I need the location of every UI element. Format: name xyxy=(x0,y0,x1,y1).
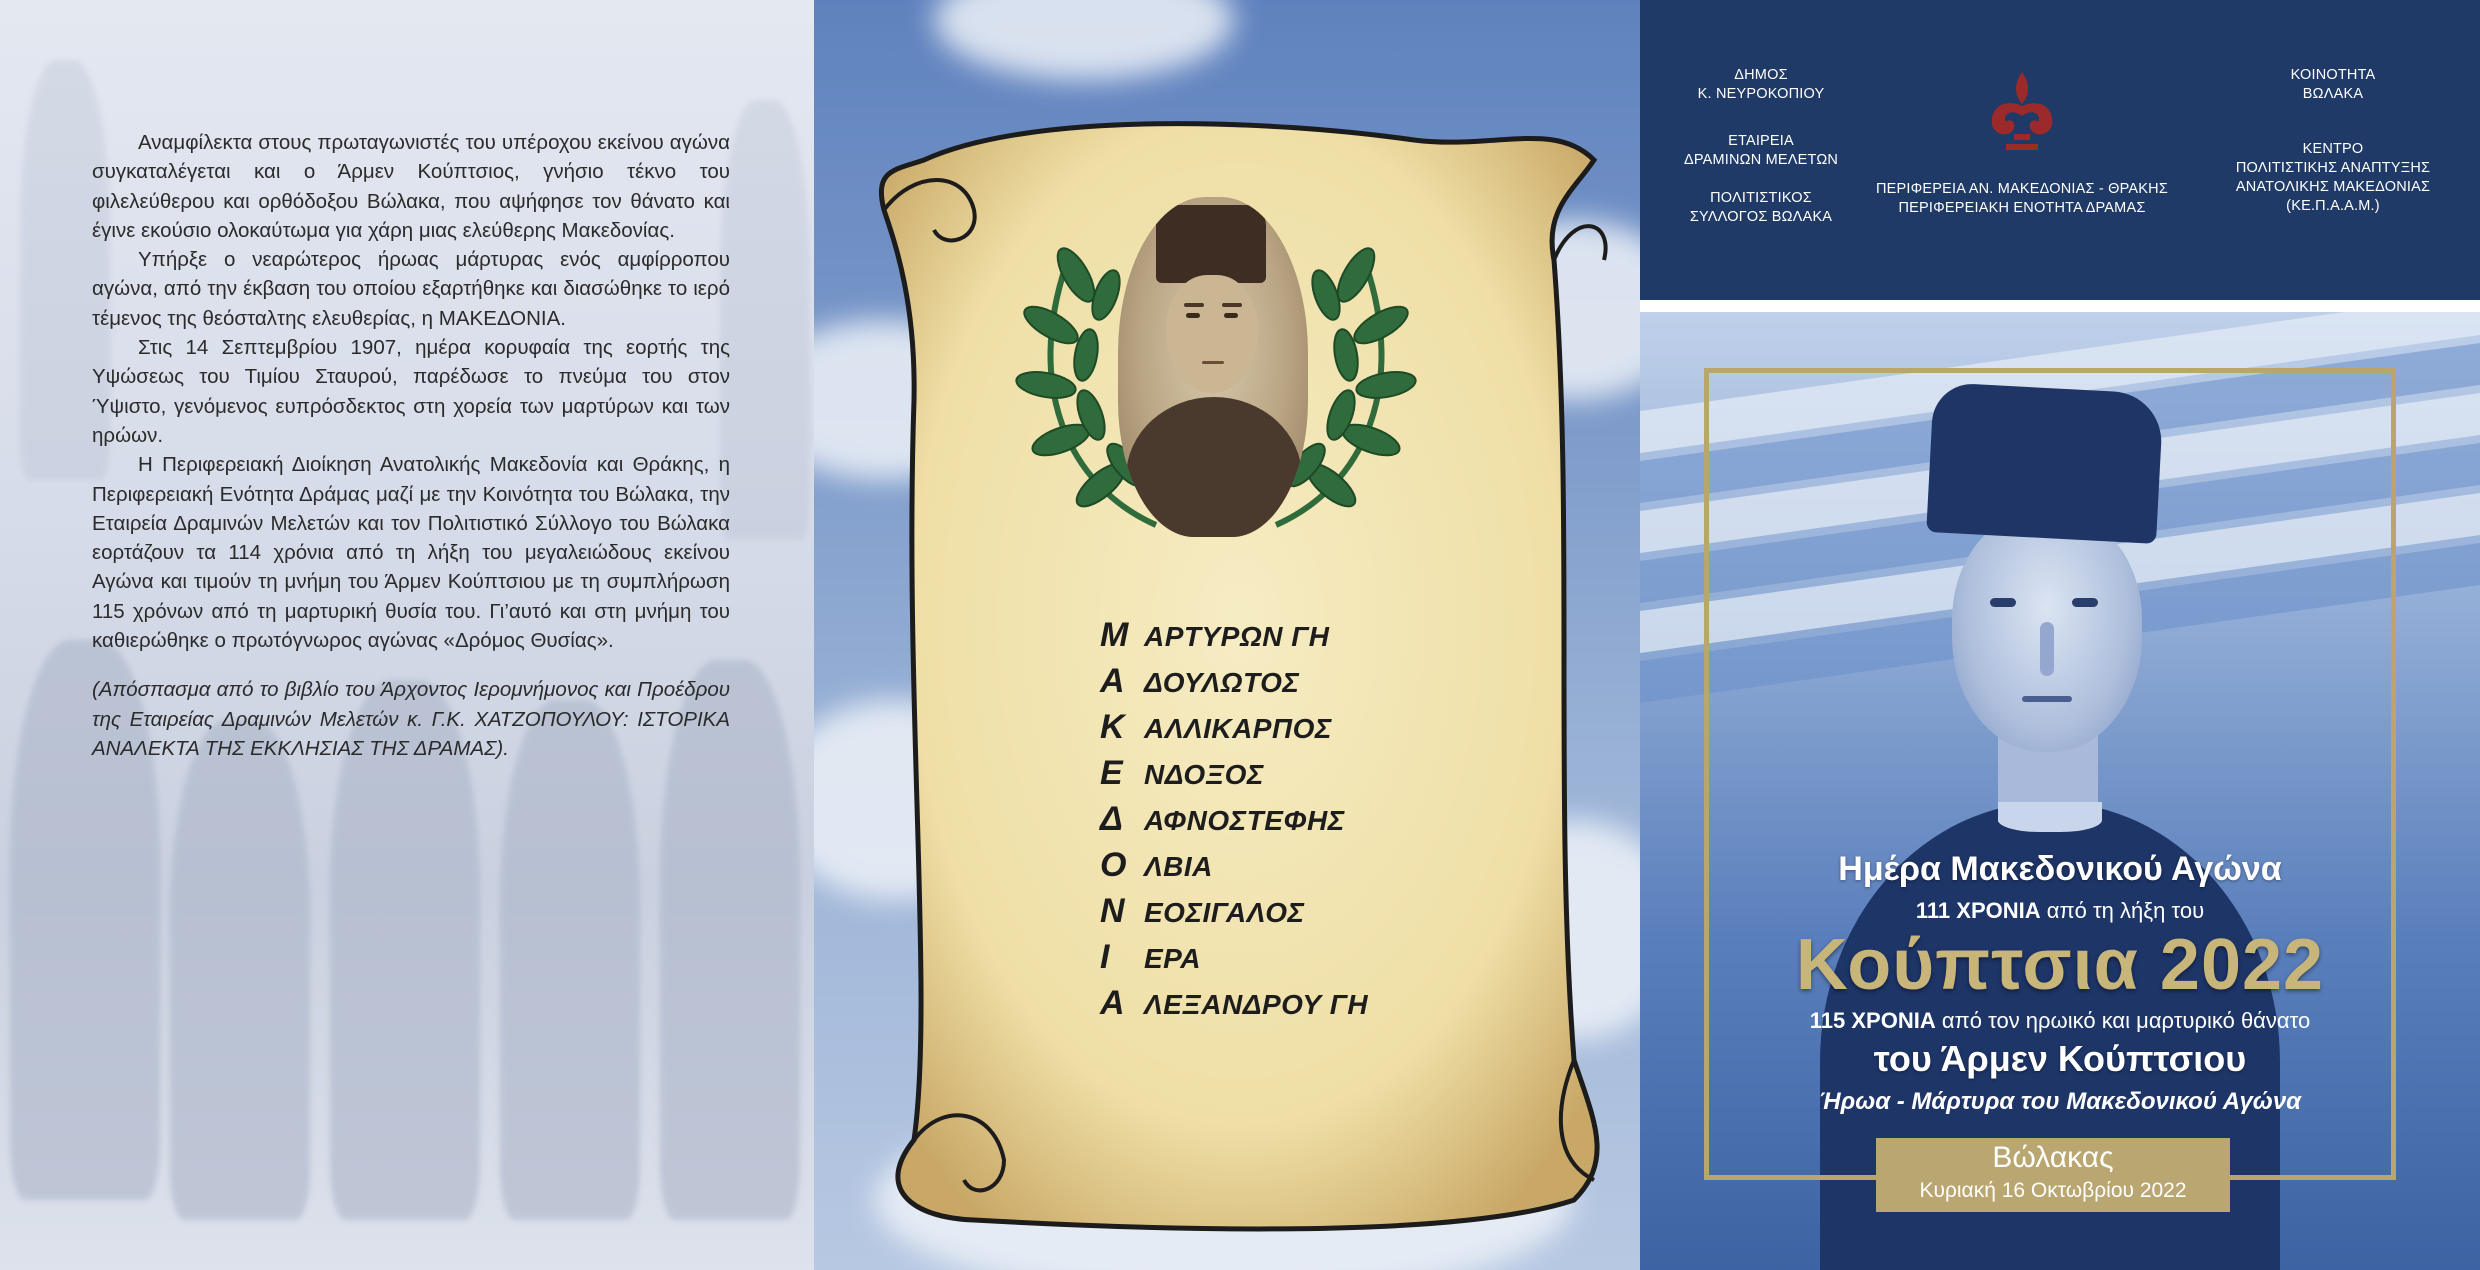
background-soldier-figure xyxy=(170,720,310,1220)
organizer-label: ΚΕΝΤΡΟ xyxy=(2302,141,2364,157)
acrostic-line xyxy=(1100,888,1440,934)
right-panel xyxy=(1640,0,2480,1270)
hero-role: Ήρωα - Μάρτυρα του Μακεδονικού Αγώνα xyxy=(1818,1088,2302,1115)
place-date-box xyxy=(1876,1138,2230,1212)
organizer-community xyxy=(2238,66,2428,104)
organizer-municipality xyxy=(1676,66,1846,104)
acrostic-line xyxy=(1100,980,1440,1026)
acrostic-initial: Ι xyxy=(1100,938,1110,976)
source-citation: (Απόσπασμα από το βιβλίο του Άρχοντος Ιερομνήμονος και Προέδρου της Εταιρείας Δραμινών Μελετών κ. Γ.Κ. ΧΑΤΖΟΠΟΥΛΟΥ: ΙΣΤΟΡΙΚΑ ΑΝΑΛΕΚΤΑ ΤΗΣ ΕΚΚΛΗΣΙΑΣ ΤΗΣ ΔΡΑΜΑΣ). xyxy=(92,678,730,760)
acrostic-word: ΑΛΛΙΚΑΡΠΟΣ xyxy=(1144,713,1332,744)
acrostic-line xyxy=(1100,842,1440,888)
makedonia-acrostic xyxy=(1100,612,1440,1026)
history-paragraph: Στις 14 Σεπτεμβρίου 1907, ημέρα κορυφαία της εορτής της Υψώσεως του Τιμίου Σταυρού, παρέδωσε το πνεύμα του στον Ύψιστο, γενόμενος ευπρόσδεκτος στη χορεία των μαρτύρων και των ηρώων. xyxy=(92,336,730,447)
event-title: Ημέρα Μακεδονικού Αγώνα xyxy=(1838,850,2282,888)
organizer-label: ΠΟΛΙΤΙΣΤΙΚΗΣ ΑΝΑΠΤΥΞΗΣ xyxy=(2235,160,2431,176)
event-date: Κυριακή 16 Οκτωβρίου 2022 xyxy=(1919,1179,2187,1202)
portrait-photo xyxy=(1118,197,1308,537)
acrostic-line xyxy=(1100,704,1440,750)
years-since-death: 115 ΧΡΟΝΙΑ από τον ηρωικό και μαρτυρικό θάνατο xyxy=(1809,1008,2311,1033)
acrostic-initial: Δ xyxy=(1100,800,1123,838)
organizer-label: Κ. ΝΕΥΡΟΚΟΠΙΟΥ xyxy=(1697,86,1825,102)
organizer-label: ΠΕΡΙΦΕΡΕΙΑ ΑΝ. ΜΑΚΕΔΟΝΙΑΣ - ΘΡΑΚΗΣ xyxy=(1876,181,2168,197)
organizer-label: (ΚΕ.Π.Α.Α.Μ.) xyxy=(2286,198,2380,214)
cover-image xyxy=(1640,312,2480,1270)
organizer-label: ΠΟΛΙΤΙΣΤΙΚΟΣ xyxy=(1710,190,1812,206)
acrostic-line xyxy=(1100,612,1440,658)
history-paragraph: Υπήρξε ο νεαρώτερος ήρωας μάρτυρας ενός αμφίρροπου αγώνα, από την έκβαση του οποίου εξαρτήθηκε και διασώθηκε το ιερό τέμενος της θεόσταλτης ελευθερίας, η ΜΑΚΕΔΟΝΙΑ. xyxy=(92,248,730,330)
organizer-label: ΔΗΜΟΣ xyxy=(1734,67,1788,83)
region-emblem-icon xyxy=(1984,68,2060,154)
fez-hat xyxy=(1156,205,1266,283)
hero-name: του Άρμεν Κούπτσιου xyxy=(1873,1038,2247,1079)
acrostic-initial: Ε xyxy=(1100,754,1123,792)
acrostic-initial: Ν xyxy=(1100,892,1125,930)
acrostic-word: ΔΟΥΛΩΤΟΣ xyxy=(1144,667,1300,698)
event-main-title: Κούπτσια 2022 xyxy=(1795,925,2325,1005)
acrostic-word: ΛΒΙΑ xyxy=(1144,851,1213,882)
background-soldier-figure xyxy=(500,700,640,1220)
organizer-label: ΠΕΡΙΦΕΡΕΙΑΚΗ ΕΝΟΤΗΤΑ ΔΡΑΜΑΣ xyxy=(1898,200,2146,216)
organizer-label: ΕΤΑΙΡΕΙΑ xyxy=(1728,133,1794,149)
portrait-body xyxy=(1126,397,1302,537)
portrait-face xyxy=(1166,275,1258,393)
history-paragraph: Η Περιφερειακή Διοίκηση Ανατολικής Μακεδονία και Θράκης, η Περιφερειακή Ενότητα Δράμας μαζί με την Κοινότητα του Βώλακα, την Εταιρεία Δραμινών Μελετών και τον Πολιτιστικό Σύλλογο του Βώλακα εορτάζουν τα 114 χρόνια από τη λήξη του μεγαλειώδους εκείνου Αγώνα και τιμούν τη μνήμη του Άρμεν Κούπτσιου με τη συμπλήρωση 115 χρόνων από τη μαρτυρική θυσία του. Γι’αυτό και στη μνήμη του καθιερώθηκε ο πρωτόγνωρος αγώνας «Δρόμος Θυσίας». xyxy=(92,453,730,653)
acrostic-line xyxy=(1100,658,1440,704)
organizer-label: ΚΟΙΝΟΤΗΤΑ xyxy=(2290,67,2376,83)
acrostic-line xyxy=(1100,796,1440,842)
acrostic-initial: Κ xyxy=(1100,708,1125,746)
acrostic-line xyxy=(1100,750,1440,796)
organizer-label: ΑΝΑΤΟΛΙΚΗΣ ΜΑΚΕΔΟΝΙΑΣ xyxy=(2235,179,2431,195)
acrostic-word: ΛΕΞΑΝΔΡΟΥ ΓΗ xyxy=(1144,989,1369,1020)
years-since-end: 111 ΧΡΟΝΙΑ από τη λήξη του xyxy=(1915,898,2205,923)
organizer-region xyxy=(1872,180,2172,218)
acrostic-word: ΕΡΑ xyxy=(1144,943,1201,974)
left-panel xyxy=(0,0,814,1270)
acrostic-word: ΑΡΤΥΡΩΝ ΓΗ xyxy=(1144,621,1330,652)
acrostic-word: ΑΦΝΟΣΤΕΦΗΣ xyxy=(1144,805,1345,836)
history-paragraph: Αναμφίλεκτα στους πρωταγωνιστές του υπέροχου εκείνου αγώνα συγκαταλέγεται και ο Άρμεν Κούπτσιος, γνήσιο τέκνο του φιλελεύθερου και ορθόδοξου Βώλακα, που αψήφησε τον θάνατο και έγινε εκούσιο ολοκαύτωμα για χάρη μιας ελεύθερης Μακεδονίας. xyxy=(92,131,730,242)
organizers-header xyxy=(1640,0,2480,300)
background-soldier-figure xyxy=(720,100,810,540)
organizer-label: ΣΥΛΛΟΓΟΣ ΒΩΛΑΚΑ xyxy=(1689,209,1833,225)
acrostic-word: ΕΟΣΙΓΑΛΟΣ xyxy=(1144,897,1305,928)
organizer-society xyxy=(1676,132,1846,170)
organizer-development-center xyxy=(2218,140,2448,216)
acrostic-line xyxy=(1100,934,1440,980)
acrostic-initial: Μ xyxy=(1100,616,1129,654)
organizer-label: ΔΡΑΜΙΝΩΝ ΜΕΛΕΤΩΝ xyxy=(1683,152,1839,168)
cloud xyxy=(934,0,1234,80)
acrostic-initial: Α xyxy=(1100,984,1125,1022)
acrostic-word: ΝΔΟΞΟΣ xyxy=(1144,759,1264,790)
organizer-cultural-club xyxy=(1676,189,1846,227)
acrostic-initial: Ο xyxy=(1100,846,1127,884)
acrostic-initial: Α xyxy=(1100,662,1125,700)
history-text xyxy=(92,128,730,763)
portrait-with-laurel xyxy=(1006,185,1426,545)
organizer-label: ΒΩΛΑΚΑ xyxy=(2302,86,2364,102)
event-place: Βώλακας xyxy=(1992,1141,2114,1174)
